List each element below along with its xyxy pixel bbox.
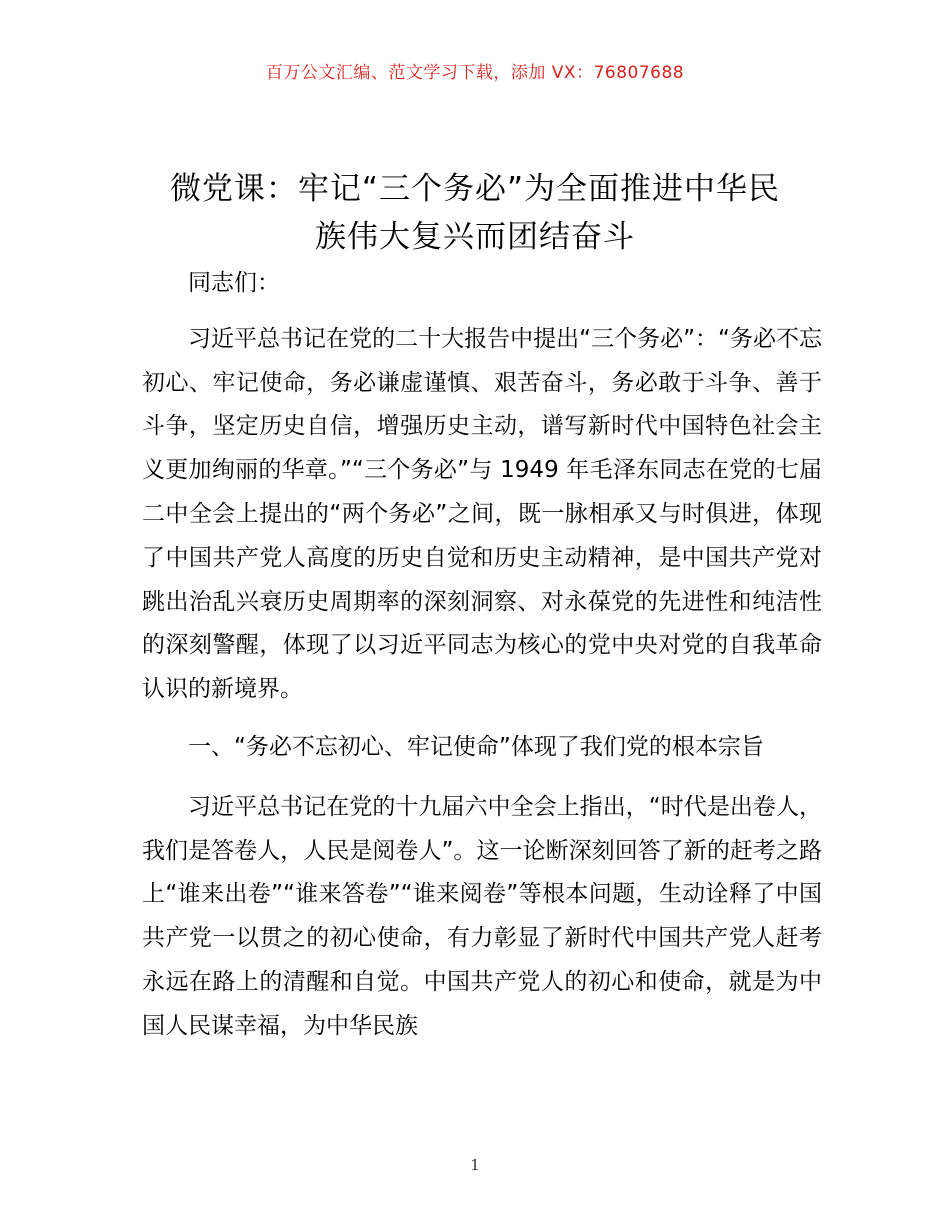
paragraph-intro: 习近平总书记在党的二十大报告中提出“三个务必”：“务必不忘初心、牢记使命，务必谦虚谨慎、艰苦奋斗，务必敢于斗争、善于斗争，坚定历史自信，增强历史主动，谱写新时代中国特色社会主义更加绚丽的华章。”“三个务必”与 1949 年毛泽东同志在党的七届二中全会上提出的“两个务必”之间，既一脉相承又与时俱进，体现了中国共产党人高度的历史自觉和历史主动精神，是中国共产党对跳出治乱兴衰历史周期率的深刻洞察、对永葆党的先进性和纯洁性的深刻警醒，体现了以习近平同志为核心的党中央对党的自我革命认识的新境界。 xyxy=(142,325,822,703)
header-watermark-note: 百万公文汇编、范文学习下载，添加 VX：76807688 xyxy=(265,63,685,83)
paragraph-section-1: 习近平总书记在党的十九届六中全会上指出，“时代是出卷人，我们是答卷人，人民是阅卷人”。这一论断深刻回答了新的赶考之路上“谁来出卷”“谁来答卷”“谁来阅卷”等根本问题，生动诠释了中国共产党一以贯之的初心使命，有力彰显了新时代中国共产党人赶考永远在路上的清醒和自觉。中国共产党人的初心和使命，就是为中国人民谋幸福，为中华民族 xyxy=(142,793,822,1039)
document-title xyxy=(100,165,850,261)
section-heading-1: 一、“务必不忘初心、牢记使命”体现了我们党的根本宗旨 xyxy=(188,733,764,760)
document-body xyxy=(142,262,822,1053)
greeting: 同志们： xyxy=(188,270,280,296)
title-line-2: 族伟大复兴而团结奋斗 xyxy=(315,219,635,255)
title-line-1: 微党课：牢记“三个务必”为全面推进中华民 xyxy=(169,171,781,207)
page-number: 1 xyxy=(470,1156,480,1174)
